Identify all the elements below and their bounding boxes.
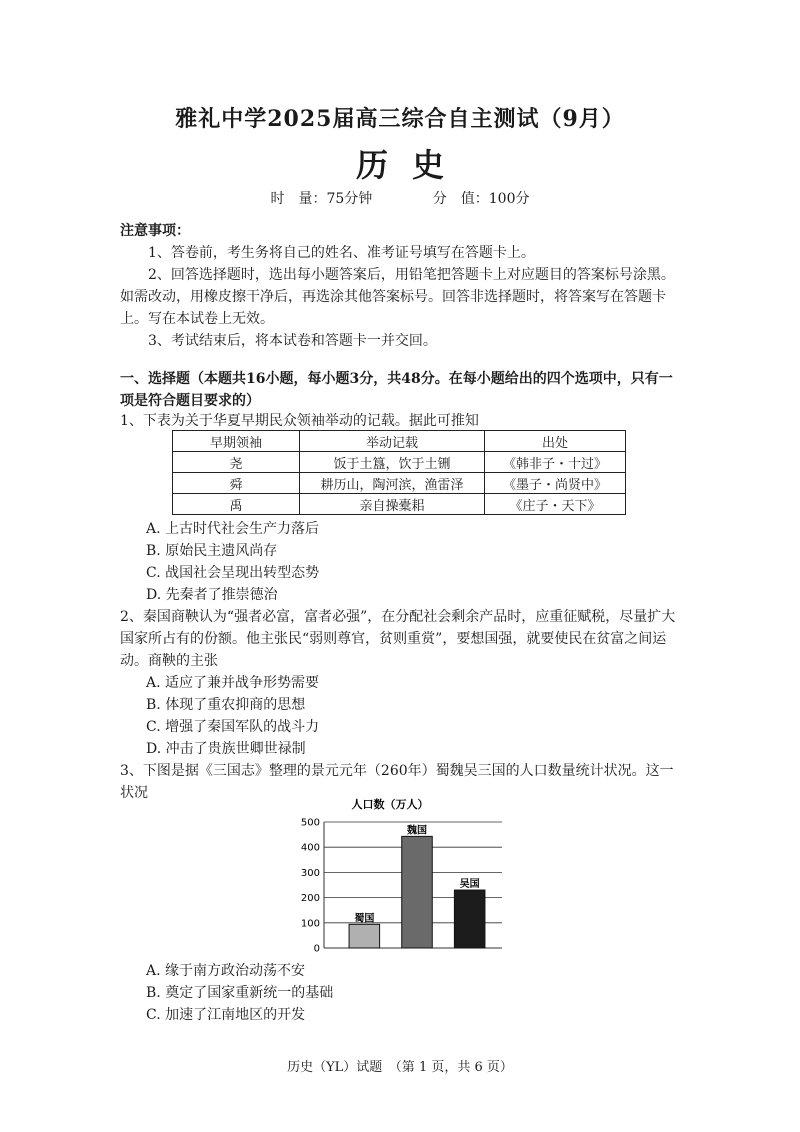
q2-stem: 2、秦国商鞅认为“强者必富，富者必强”，在分配社会剩余产品时，应重征赋税，尽量扩大国家所占有的份额。他主张民“弱则尊官，贫则重赏”，要想国强，就要使民在贫富之间运动。商鞅的主张	[120, 609, 676, 669]
subject-title: 历史	[355, 146, 468, 184]
q1-option-d: D. 先秦者了推崇德治	[146, 587, 278, 603]
table-cell: 《墨子・尚贤中》	[485, 473, 626, 494]
bar-1	[349, 924, 380, 948]
q2-option-d: D. 冲击了贵族世卿世禄制	[146, 741, 306, 757]
bar-category-label: 吴国	[459, 879, 480, 891]
y-tick-label: 100	[300, 918, 320, 930]
table-header: 早期领袖	[173, 431, 300, 452]
q1-option-c: C. 战国社会呈现出转型态势	[146, 565, 320, 581]
notice-item-1: 1、答卷前，考生务将自己的姓名、准考证号填写在答题卡上。	[148, 245, 535, 261]
q1-stem: 1、下表为关于华夏早期民众领袖举动的记载。据此可推知	[120, 413, 479, 429]
exam-title: 雅礼中学2025届高三综合自主测试（9月）	[175, 106, 625, 132]
bar-3	[454, 890, 485, 948]
q3-option-a: A. 缘于南方政治动荡不安	[146, 963, 306, 979]
table-header: 出处	[485, 431, 626, 452]
table-row	[173, 494, 626, 515]
notice-heading: 注意事项：	[120, 223, 190, 239]
y-tick-label: 0	[313, 943, 320, 955]
q3-option-b: B. 奠定了国家重新统一的基础	[146, 985, 334, 1001]
table-row	[173, 452, 626, 473]
population-bar-chart	[290, 796, 510, 956]
chart-title: 人口数（万人）	[351, 798, 429, 811]
notice-item-2: 2、回答选择题时，选出每小题答案后，用铅笔把答题卡上对应题目的答案标号涂黑。如需改动，用橡皮擦干净后，再选涂其他答案标号。回答非选择题时，将答案写在答题卡上。写在本试卷上无效。	[120, 267, 675, 327]
q1-option-b: B. 原始民主遗风尚存	[146, 543, 278, 559]
notice-item-3: 3、考试结束后，将本试卷和答题卡一并交回。	[148, 333, 437, 349]
y-tick-label: 500	[300, 817, 320, 829]
y-tick-label: 400	[300, 842, 320, 854]
y-tick-label: 300	[300, 867, 320, 879]
q1-table	[172, 430, 626, 515]
q2-option-c: C. 增强了秦国军队的战斗力	[146, 719, 320, 735]
table-cell: 饭于土簋，饮于土铏	[300, 452, 485, 473]
exam-meta	[0, 188, 800, 208]
table-cell: 耕历山，陶河滨，渔雷泽	[300, 473, 485, 494]
table-cell: 《韩非子・十过》	[485, 452, 626, 473]
y-tick-label: 200	[300, 893, 320, 905]
table-cell: 亲自操橐耜	[300, 494, 485, 515]
bar-category-label: 蜀国	[354, 913, 375, 925]
q2-option-a: A. 适应了兼并战争形势需要	[146, 675, 320, 691]
page-footer: 历史（YL）试题 （第 1 页，共 6 页）	[287, 1060, 513, 1075]
bar-2	[402, 836, 433, 948]
time-label: 时 量：75分钟	[270, 191, 373, 207]
q3-option-c: C. 加速了江南地区的开发	[146, 1007, 306, 1023]
table-row	[173, 473, 626, 494]
table-header: 举动记载	[300, 431, 485, 452]
q2-option-b: B. 体现了重农抑商的思想	[146, 697, 306, 713]
bar-category-label: 魏国	[407, 825, 427, 837]
table-cell: 禹	[173, 494, 300, 515]
q1-option-a: A. 上古时代社会生产力落后	[146, 521, 320, 537]
q3-stem: 3、下图是据《三国志》整理的景元元年（260年）蜀魏吴三国的人口数量统计状况。这一状况	[120, 763, 674, 801]
table-cell: 《庄子・天下》	[485, 494, 626, 515]
table-cell: 尧	[173, 452, 300, 473]
score-label: 分 值：100分	[432, 191, 530, 207]
table-cell: 舜	[173, 473, 300, 494]
table-header-row	[173, 431, 626, 452]
section-heading: 一、选择题（本题共16小题，每小题3分，共48分。在每小题给出的四个选项中，只有一项是符合题目要求的）	[120, 371, 673, 409]
